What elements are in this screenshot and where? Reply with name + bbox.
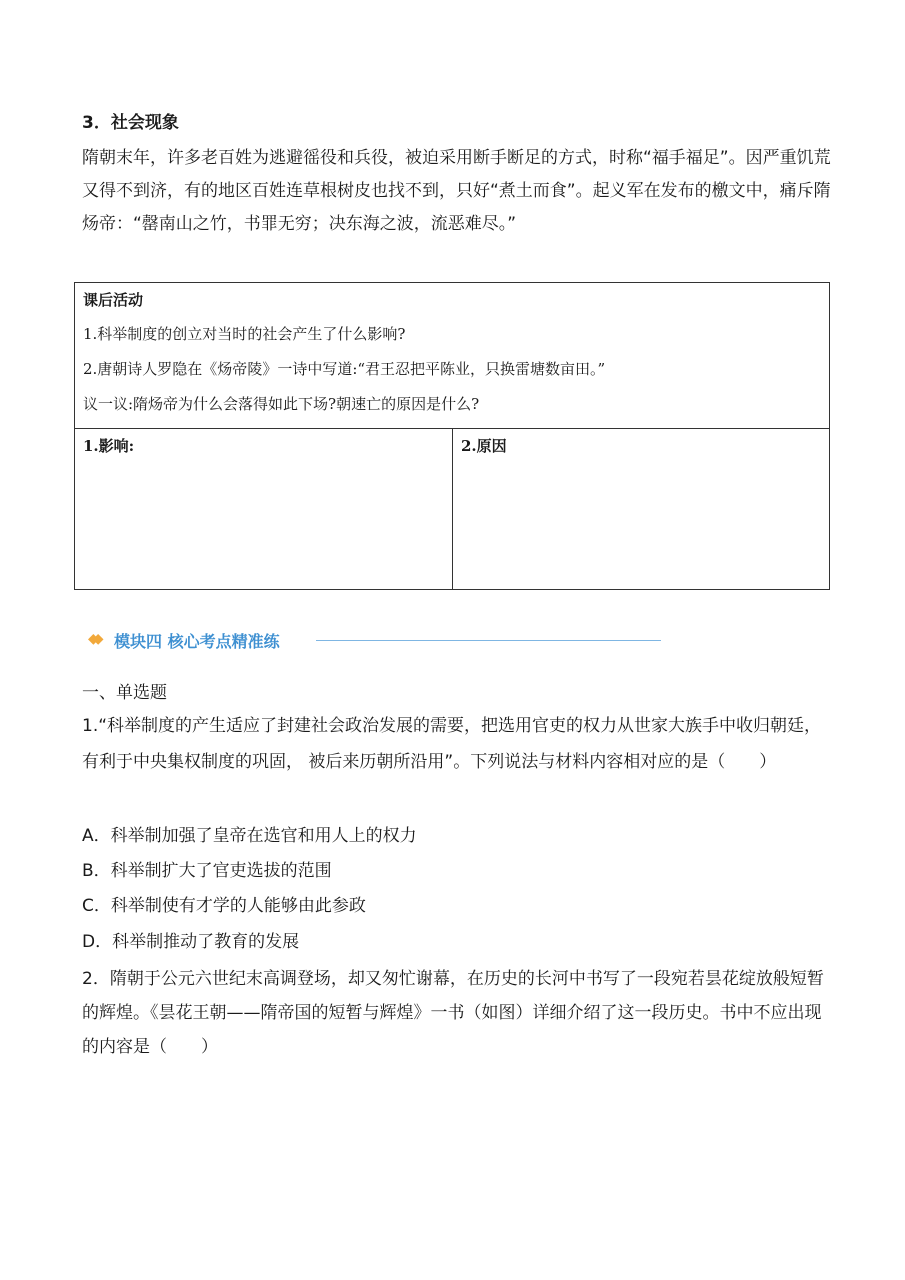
- module-divider: [316, 640, 661, 641]
- question-type-heading: 一、单选题: [82, 683, 167, 703]
- answer-cell-influence[interactable]: [75, 429, 453, 590]
- section-paragraph: 隋朝末年，许多老百姓为逃避徭役和兵役，被迫采用断手断足的方式，时称“福手福足”。因严重饥荒又得不到济，有的地区百姓连草根树皮也找不到，只好“煮土而食”。起义军在发布的檄文中，痛斥隋炀帝：“罄南山之竹，书罪无穷；决东海之波，流恶难尽。”: [82, 148, 831, 234]
- activity-header-cell: [75, 283, 829, 429]
- option-c[interactable]: C．科举制使有才学的人能够由此参政: [82, 896, 366, 916]
- option-b[interactable]: B．科举制扩大了官吏选拔的范围: [82, 861, 332, 881]
- answer-label-reason: 2.原因: [461, 437, 507, 455]
- section-title: 3．社会现象: [82, 113, 179, 133]
- activity-question-3: 议一议:隋炀帝为什么会落得如此下场?朝速亡的原因是什么?: [83, 395, 480, 413]
- activity-question-1: 1.科举制度的创立对当时的社会产生了什么影响?: [83, 325, 406, 343]
- module-title: 模块四 核心考点精准练: [114, 632, 280, 651]
- activity-heading: 课后活动: [83, 291, 144, 309]
- module-banner: [88, 628, 663, 652]
- activity-table: [74, 282, 830, 590]
- answer-cell-reason[interactable]: [453, 429, 829, 590]
- question-1: 1.“科举制度的产生适应了封建社会政治发展的需要，把选用官吏的权力从世家大族手中收归朝廷， 有利于中央集权制度的巩固， 被后来历朝所沿用”。下列说法与材料内容相对应的是（ ）: [82, 716, 822, 772]
- option-a[interactable]: A．科举制加强了皇帝在选官和用人上的权力: [82, 826, 417, 846]
- activity-question-2: 2.唐朝诗人罗隐在《炀帝陵》一诗中写道:“君王忍把平陈业，只换雷塘数亩田。”: [83, 360, 606, 378]
- diamond-icon: ◆◆: [88, 631, 98, 647]
- option-d[interactable]: D．科举制推动了教育的发展: [82, 932, 300, 952]
- answer-label-influence: 1.影响:: [83, 437, 135, 455]
- question-2: 2．隋朝于公元六世纪末高调登场，却又匆忙谢幕，在历史的长河中书写了一段宛若昙花绽放般短暂的辉煌。《昙花王朝——隋帝国的短暂与辉煌》一书（如图）详细介绍了这一段历史。书中不应出现的内容是（ ）: [82, 969, 824, 1057]
